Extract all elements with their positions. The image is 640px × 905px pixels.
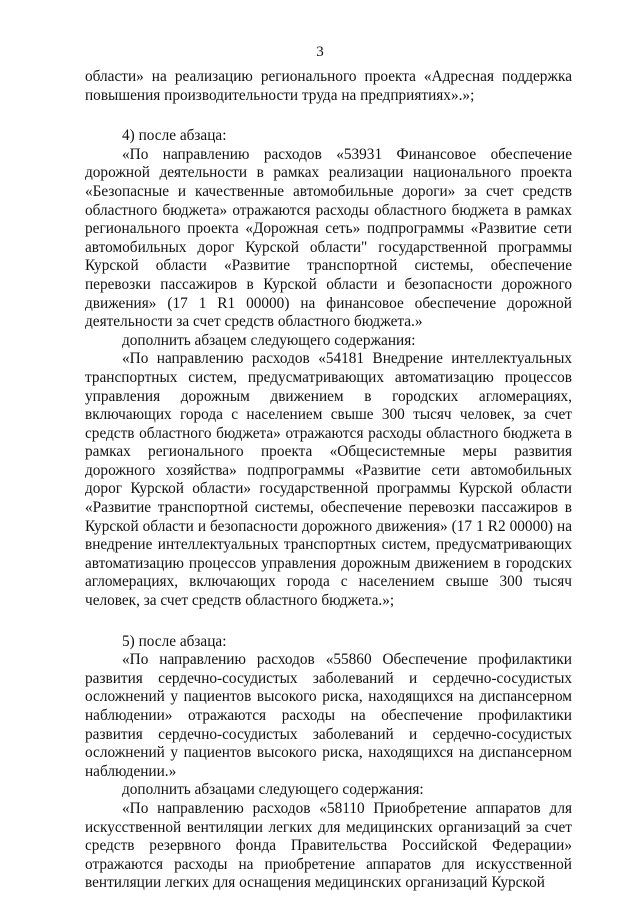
paragraph-instruction-add-paragraphs: дополнить абзацами следующего содержания: [122, 781, 424, 799]
paragraph-item-4-heading: 4) после абзаца: [122, 127, 227, 145]
page-number: 3 [316, 44, 324, 60]
document-body [85, 68, 572, 893]
paragraph-quoted-54181: «По направлению расходов «54181 Внедрение интеллектуальных транспортных систем, предусматривающих автоматизацию процессов управления дорожным движением в городских агломерациях, включающих города с населением свыше 300 тысяч человек, за счет средств областного бюджета» отражаются расходы областного бюджета в рамках регионального проекта «Общесистемные меры развития дорожного хозяйства» подпрограммы «Развитие сети автомобильных дорог Курской области» государственной программы Курской области «Развитие транспортной системы, обеспечение перевозки пассажиров в Курской области и безопасности дорожного движения» (17 1 R2 00000) на внедрение интеллектуальных транспортных систем, предусматривающих автоматизацию процессов управления дорожным движением в городских агломерациях, включающих города с населением свыше 300 тысяч человек, за счет средств областного бюджета.»; [85, 350, 572, 610]
paragraph-item-5-heading: 5) после абзаца: [122, 632, 227, 650]
paragraph-quoted-55860: «По направлению расходов «55860 Обеспечение профилактики развития сердечно-сосудистых заболеваний и сердечно-сосудистых осложнений у пациентов высокого риска, находящихся на диспансерном наблюдении» отражаются расходы на обеспечение профилактики развития сердечно-сосудистых заболеваний и сердечно-сосудистых осложнений у пациентов высокого риска, находящихся на диспансерном наблюдении.» [85, 651, 572, 780]
paragraph-continuation: области» на реализацию регионального проекта «Адресная поддержка повышения производительности труда на предприятиях».»; [85, 68, 572, 104]
paragraph-quoted-58110: «По направлению расходов «58110 Приобретение аппаратов для искусственной вентиляции легких для медицинских организаций за счет средств резервного фонда Правительства Российской Федерации» отражаются расходы на приобретение аппаратов для искусственной вентиляции легких для оснащения медицинских организаций Курской [85, 799, 572, 892]
paragraph-quoted-53931: «По направлению расходов «53931 Финансовое обеспечение дорожной деятельности в рамках реализации национального проекта «Безопасные и качественные автомобильные дороги» за счет средств областного бюджета» отражаются расходы областного бюджета в рамках регионального проекта «Дорожная сеть» подпрограммы «Развитие сети автомобильных дорог Курской области" государственной программы Курской области «Развитие транспортной системы, обеспечение перевозки пассажиров в Курской области и безопасности дорожного движения» (17 1 R1 00000) на финансовое обеспечение дорожной деятельности за счет средств областного бюджета.» [85, 145, 572, 331]
paragraph-instruction-add-paragraph: дополнить абзацем следующего содержания: [122, 331, 416, 349]
